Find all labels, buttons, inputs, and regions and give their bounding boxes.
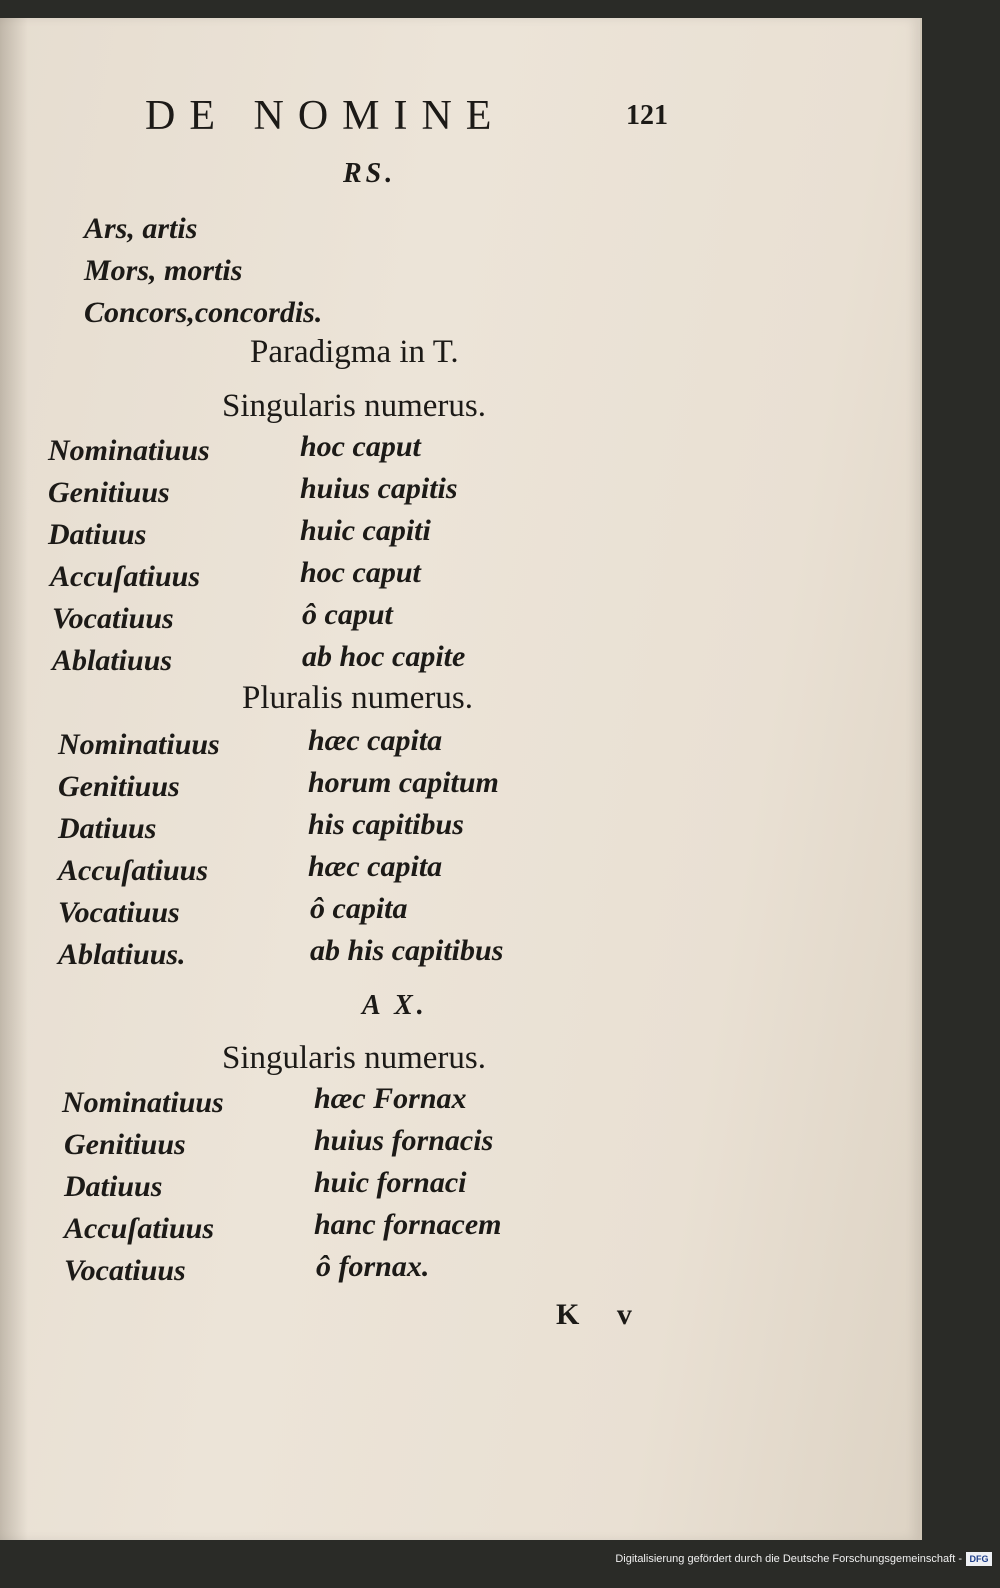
page-number: 121: [626, 100, 668, 131]
footer-credit: Digitalisierung gefördert durch die Deutsche Forschungsgemeinschaft -: [615, 1553, 962, 1565]
case-form: huius fornacis: [314, 1124, 494, 1157]
page-gutter-shadow: [0, 18, 28, 1540]
case-form: hæc Fornax: [314, 1082, 467, 1115]
case-form: ab hoc capite: [302, 640, 466, 673]
singular-heading: Singularis numerus.: [222, 1040, 486, 1076]
example-line: Ars, artis: [84, 212, 198, 245]
running-title: DE NOMINE: [145, 93, 506, 139]
case-name: Vocatiuus: [52, 602, 174, 635]
section-heading-ax: A X.: [362, 990, 428, 1021]
case-form: ô capita: [310, 892, 408, 925]
case-form: hoc caput: [300, 430, 421, 463]
case-name: Nominatiuus: [48, 434, 210, 467]
case-form: hæc capita: [308, 724, 443, 757]
case-name: Accuſatiuus: [64, 1212, 215, 1245]
case-form: huic capiti: [300, 514, 431, 547]
case-name: Genitiuus: [48, 476, 170, 509]
case-name: Accuſatiuus: [58, 854, 209, 887]
case-name: Ablatiuus: [52, 644, 173, 677]
case-name: Ablatiuus.: [58, 938, 186, 971]
case-name: Datiuus: [64, 1170, 163, 1203]
case-name: Genitiuus: [58, 770, 180, 803]
case-name: Datiuus: [58, 812, 157, 845]
plural-heading: Pluralis numerus.: [242, 680, 473, 716]
case-name: Datiuus: [48, 518, 147, 551]
case-form: horum capitum: [308, 766, 499, 799]
case-form: huic fornaci: [314, 1166, 467, 1199]
case-name: Genitiuus: [64, 1128, 186, 1161]
case-form: hæc capita: [308, 850, 443, 883]
case-form: huius capitis: [300, 472, 458, 505]
case-name: Accuſatiuus: [50, 560, 201, 593]
case-name: Nominatiuus: [58, 728, 220, 761]
case-form: his capitibus: [308, 808, 464, 841]
case-form: hanc fornacem: [314, 1208, 502, 1241]
singular-heading: Singularis numerus.: [222, 388, 486, 424]
signature-mark: K v: [556, 1298, 632, 1331]
case-name: Nominatiuus: [62, 1086, 224, 1119]
case-name: Vocatiuus: [64, 1254, 186, 1287]
case-form: ô caput: [302, 598, 393, 631]
dfg-logo: DFG: [966, 1552, 992, 1566]
example-line: Concors,concordis.: [84, 296, 323, 329]
example-line: Mors, mortis: [84, 254, 243, 287]
paradigm-title: Paradigma in T.: [250, 334, 459, 370]
case-form: ô fornax.: [316, 1250, 430, 1283]
section-heading-rs: RS.: [343, 158, 397, 189]
case-name: Vocatiuus: [58, 896, 180, 929]
case-form: ab his capitibus: [310, 934, 504, 967]
case-form: hoc caput: [300, 556, 421, 589]
